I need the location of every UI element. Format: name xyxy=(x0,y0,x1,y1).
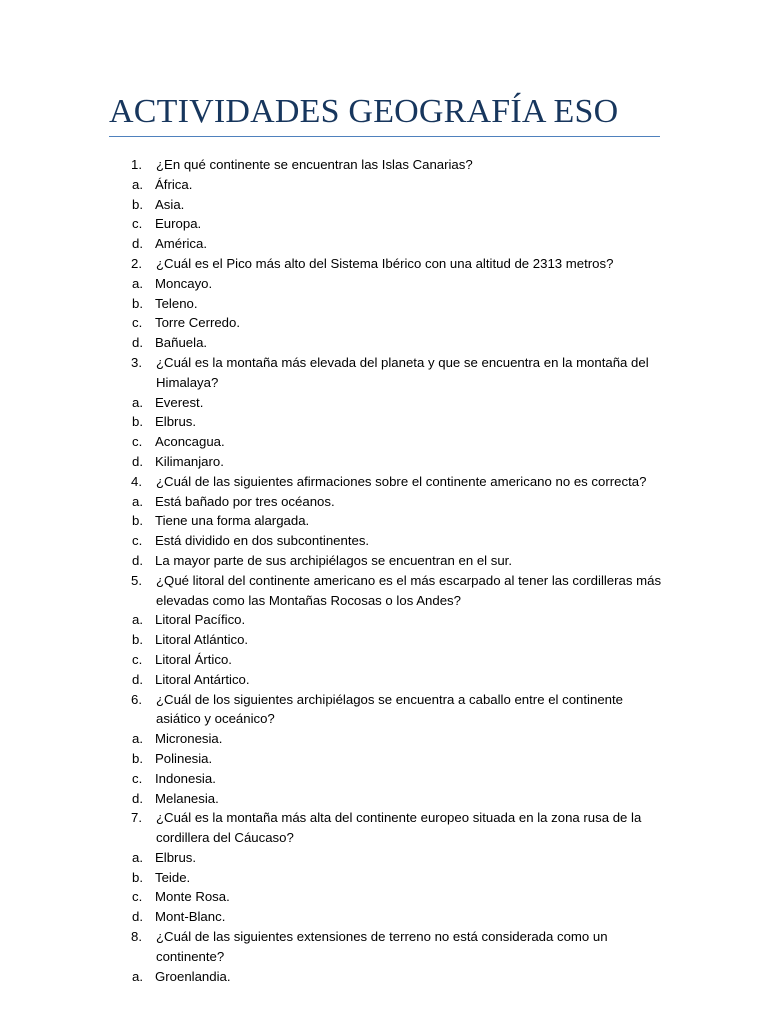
question-7 xyxy=(109,808,669,848)
option-letter: a. xyxy=(132,731,143,747)
answer-option xyxy=(109,749,669,769)
answer-options xyxy=(109,274,669,353)
option-text: Asia. xyxy=(155,196,185,212)
option-text: Tiene una forma alargada. xyxy=(155,513,310,529)
question-list xyxy=(109,155,669,986)
question-text: ¿Cuál es el Pico más alto del Sistema Ibérico con una altitud de 2313 metros? xyxy=(156,255,614,271)
answer-option xyxy=(109,551,669,571)
option-letter: a. xyxy=(132,849,143,865)
question-text: ¿En qué continente se encuentran las Islas Canarias? xyxy=(156,157,473,172)
option-letter: b. xyxy=(132,632,143,648)
option-text: Groenlandia. xyxy=(155,968,231,984)
option-letter: a. xyxy=(132,493,143,509)
option-letter: c. xyxy=(132,315,143,331)
option-letter: d. xyxy=(132,671,143,687)
option-text: Bañuela. xyxy=(155,335,208,351)
option-text: Litoral Pacífico. xyxy=(155,612,246,628)
option-letter: a. xyxy=(132,394,143,410)
option-text: Teleno. xyxy=(155,295,198,311)
option-text: Aconcagua. xyxy=(155,434,225,450)
option-text: Elbrus. xyxy=(155,414,197,430)
answer-options xyxy=(109,610,669,689)
answer-option xyxy=(109,274,669,294)
option-letter: b. xyxy=(132,513,143,529)
option-letter: d. xyxy=(132,909,143,925)
answer-option xyxy=(109,393,669,413)
answer-options xyxy=(109,492,669,571)
option-letter: c. xyxy=(132,651,143,667)
option-text: Polinesia. xyxy=(155,750,213,766)
question-1 xyxy=(109,155,669,175)
option-text: Teide. xyxy=(155,869,191,885)
question-number: 2. xyxy=(131,255,142,271)
answer-options xyxy=(109,393,669,472)
option-letter: b. xyxy=(132,869,143,885)
option-letter: b. xyxy=(132,750,143,766)
answer-option xyxy=(109,333,669,353)
question-text: ¿Cuál de las siguientes extensiones de terreno no está considerada como un continente? xyxy=(156,929,608,964)
option-letter: d. xyxy=(132,236,143,252)
option-letter: b. xyxy=(132,196,143,212)
answer-options xyxy=(109,967,669,987)
option-letter: d. xyxy=(132,552,143,568)
answer-option xyxy=(109,729,669,749)
question-6 xyxy=(109,690,669,730)
answer-option xyxy=(109,670,669,690)
answer-option xyxy=(109,214,669,234)
question-number: 4. xyxy=(131,473,142,489)
option-text: Litoral Atlántico. xyxy=(155,632,249,648)
option-text: Everest. xyxy=(155,394,204,410)
option-letter: d. xyxy=(132,790,143,806)
answer-option xyxy=(109,294,669,314)
answer-option xyxy=(109,789,669,809)
question-4 xyxy=(109,472,669,492)
option-letter: c. xyxy=(132,434,143,450)
answer-option xyxy=(109,492,669,512)
option-text: Europa. xyxy=(155,216,202,232)
option-text: Melanesia. xyxy=(155,790,219,806)
option-text: América. xyxy=(155,236,208,252)
option-letter: d. xyxy=(132,453,143,469)
option-letter: c. xyxy=(132,889,143,905)
option-text: Kilimanjaro. xyxy=(155,453,224,469)
option-text: Litoral Antártico. xyxy=(155,671,250,687)
option-letter: a. xyxy=(132,612,143,628)
question-text: ¿Qué litoral del continente americano es el más escarpado al tener las cordilleras más elevadas como las Montañas Rocosas o los Andes? xyxy=(156,572,662,608)
question-number: 7. xyxy=(131,810,142,826)
option-text: Torre Cerredo. xyxy=(155,315,241,331)
option-letter: a. xyxy=(132,176,143,192)
question-text: ¿Cuál de los siguientes archipiélagos se encuentra a caballo entre el continente asiático y oceánico? xyxy=(156,691,623,727)
answer-option xyxy=(109,868,669,888)
answer-option xyxy=(109,452,669,472)
option-text: La mayor parte de sus archipiélagos se encuentran en el sur. xyxy=(155,552,513,568)
option-text: Está bañado por tres océanos. xyxy=(155,493,335,509)
question-text: ¿Cuál de las siguientes afirmaciones sobre el continente americano no es correcta? xyxy=(156,473,647,489)
title-underline xyxy=(109,136,660,137)
answer-option xyxy=(109,175,669,195)
answer-option xyxy=(109,412,669,432)
option-text: Monte Rosa. xyxy=(155,889,230,905)
option-letter: a. xyxy=(132,968,143,984)
option-letter: d. xyxy=(132,335,143,351)
answer-options xyxy=(109,848,669,927)
question-5 xyxy=(109,571,669,611)
option-letter: b. xyxy=(132,295,143,311)
answer-option xyxy=(109,769,669,789)
answer-option xyxy=(109,887,669,907)
answer-option xyxy=(109,610,669,630)
answer-option xyxy=(109,432,669,452)
answer-option xyxy=(109,313,669,333)
answer-option xyxy=(109,630,669,650)
question-number: 3. xyxy=(131,354,142,370)
question-number: 5. xyxy=(131,572,142,588)
option-letter: c. xyxy=(132,533,143,549)
question-2 xyxy=(109,254,669,274)
page-title: ACTIVIDADES GEOGRAFÍA ESO xyxy=(109,93,619,130)
option-letter: c. xyxy=(132,216,143,232)
answer-option xyxy=(109,848,669,868)
option-letter: a. xyxy=(132,275,143,291)
question-number: 1. xyxy=(131,157,142,172)
option-text: Elbrus. xyxy=(155,849,197,865)
option-text: Micronesia. xyxy=(155,731,223,747)
option-letter: b. xyxy=(132,414,143,430)
option-text: África. xyxy=(155,176,193,192)
answer-option xyxy=(109,650,669,670)
answer-option xyxy=(109,195,669,215)
option-text: Mont-Blanc. xyxy=(155,909,226,925)
answer-option xyxy=(109,967,669,987)
option-text: Moncayo. xyxy=(155,275,213,291)
question-number: 8. xyxy=(131,929,142,945)
option-text: Está dividido en dos subcontinentes. xyxy=(155,533,370,549)
question-text: ¿Cuál es la montaña más elevada del planeta y que se encuentra en la montaña del Himalaya? xyxy=(156,354,649,390)
option-text: Indonesia. xyxy=(155,770,216,786)
answer-option xyxy=(109,531,669,551)
answer-option xyxy=(109,511,669,531)
answer-options xyxy=(109,175,669,254)
question-8 xyxy=(109,927,669,967)
question-text: ¿Cuál es la montaña más alta del continente europeo situada en la zona rusa de la cordillera del Cáucaso? xyxy=(156,810,642,846)
answer-option xyxy=(109,234,669,254)
option-text: Litoral Ártico. xyxy=(155,651,232,667)
answer-options xyxy=(109,729,669,808)
question-3 xyxy=(109,353,669,393)
question-number: 6. xyxy=(131,691,142,707)
answer-option xyxy=(109,907,669,927)
option-letter: c. xyxy=(132,770,143,786)
